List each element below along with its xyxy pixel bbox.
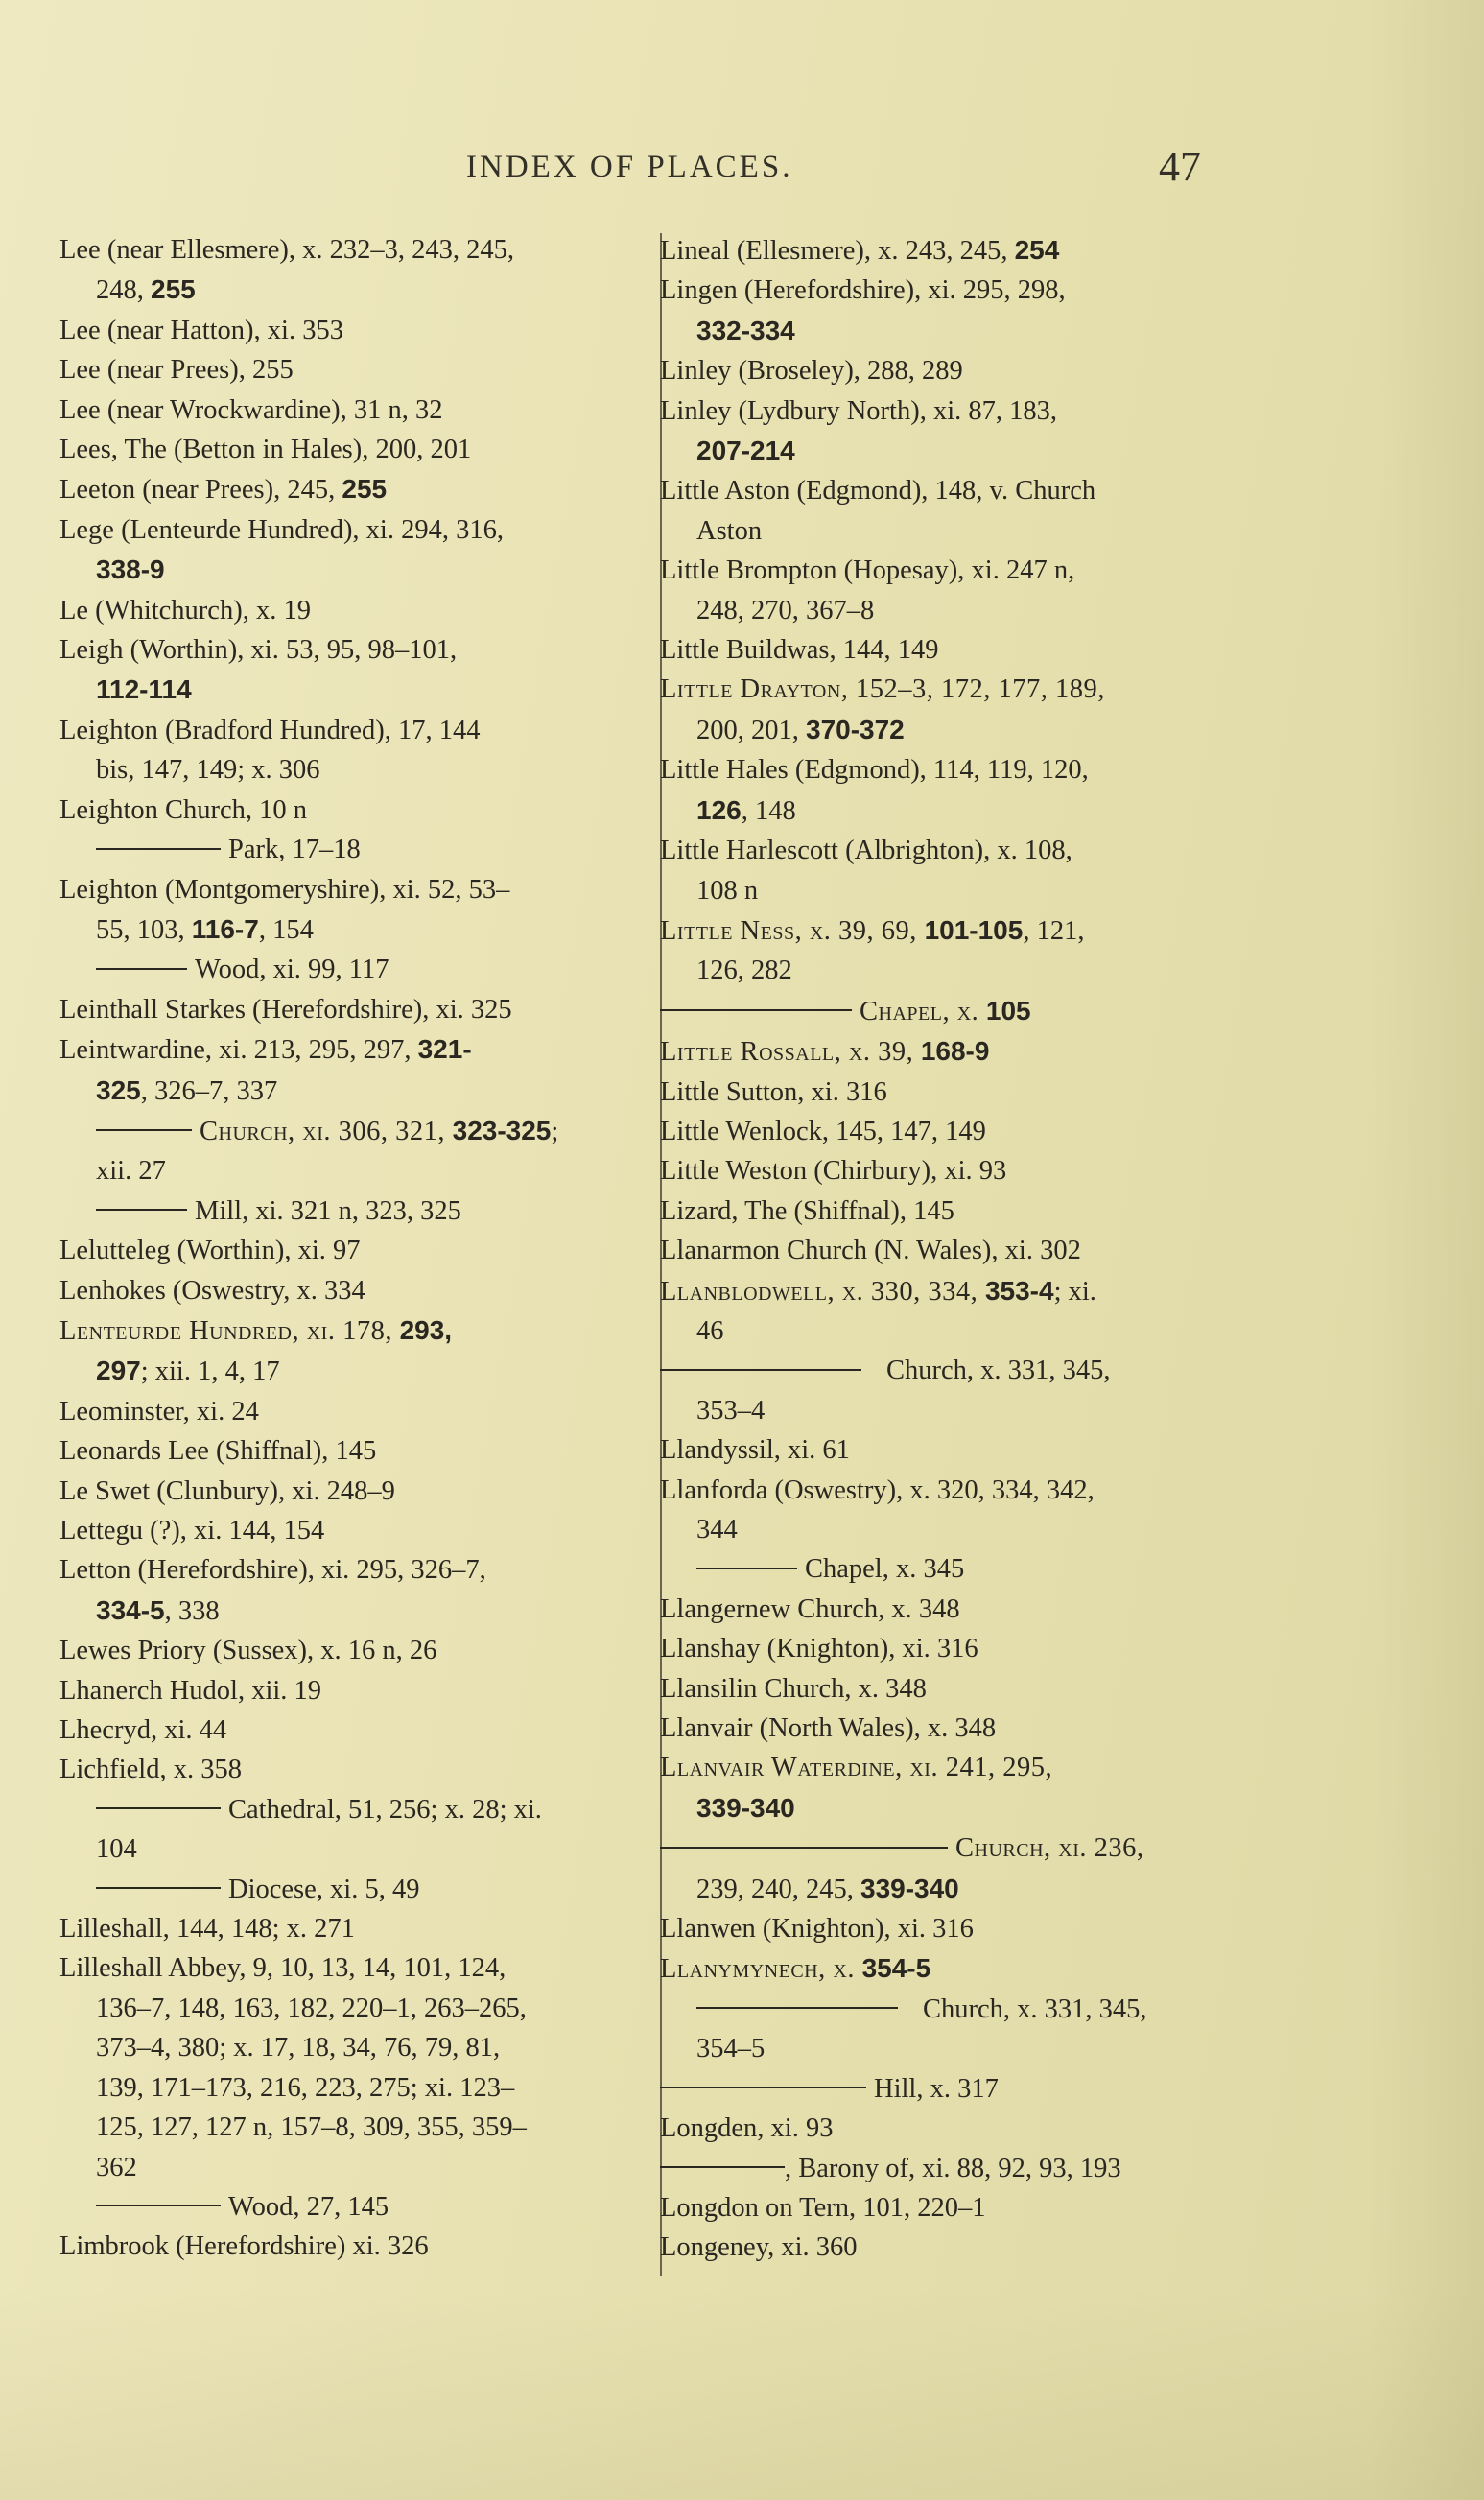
entry-text: Leighton (Bradford Hundred), 17, 144 bbox=[59, 715, 481, 745]
entry-page-bold: 325 bbox=[96, 1074, 141, 1105]
entry-text: Lege (Lenteurde Hundred), xi. 294, 316, bbox=[59, 514, 504, 545]
index-entry: Little Buildwas, 144, 149 bbox=[660, 635, 939, 666]
index-entry: Little Weston (Chirbury), xi. 93 bbox=[660, 1156, 1007, 1187]
entry-text: Little Harlescott (Albrighton), x. 108, bbox=[660, 836, 1072, 866]
index-entry: Llanwen (Knighton), xi. 316 bbox=[660, 1914, 974, 1945]
entry-page-bold: 255 bbox=[342, 474, 388, 505]
entry-text: 126, 282 bbox=[696, 955, 792, 986]
index-entry bbox=[59, 2187, 635, 2227]
entry-text: , 121, bbox=[1023, 915, 1085, 946]
index-entry bbox=[59, 830, 635, 869]
entry-text: 248, bbox=[96, 275, 151, 306]
entry-page-bold: 353-4 bbox=[984, 1275, 1054, 1306]
entry-page-bold: 297 bbox=[96, 1356, 141, 1386]
ditto-dash bbox=[660, 1369, 861, 1371]
entry-text: 239, 240, 245, bbox=[696, 1874, 860, 1904]
index-entry: Llanvair (North Wales), x. 348 bbox=[660, 1713, 997, 1744]
entry-text: Church, x. 331, 345, bbox=[923, 1993, 1147, 2024]
entry-text: 136–7, 148, 163, 182, 220–1, 263–265, bbox=[96, 1993, 527, 2023]
index-entry bbox=[660, 1748, 1213, 1828]
index-entry: Lhecryd, xi. 44 bbox=[59, 1715, 227, 1746]
entry-page-bold: 207-214 bbox=[696, 436, 795, 466]
entry-text: Chapel, x. bbox=[860, 996, 986, 1026]
index-entry: Lee (near Hatton), xi. 353 bbox=[59, 315, 343, 345]
entry-text: Lee (near Ellesmere), x. 232–3, 243, 245, bbox=[59, 235, 515, 265]
entry-text: Letton (Herefordshire), xi. 295, 326–7, bbox=[59, 1555, 486, 1586]
entry-text: , 154 bbox=[258, 914, 314, 945]
index-entry bbox=[660, 1549, 1213, 1589]
entry-page-bold: 116-7 bbox=[191, 913, 259, 944]
index-entry bbox=[660, 2149, 1213, 2188]
entry-page-bold: 339-340 bbox=[696, 1792, 795, 1823]
ditto-dash bbox=[660, 1009, 852, 1011]
index-entry bbox=[59, 711, 635, 790]
index-entry bbox=[660, 391, 1213, 472]
entry-text: , 338 bbox=[164, 1595, 220, 1626]
ditto-dash bbox=[96, 848, 221, 850]
index-entry: Le (Whitchurch), x. 19 bbox=[59, 595, 311, 625]
entry-page-bold: 126 bbox=[696, 794, 742, 825]
running-title: INDEX OF PLACES. bbox=[466, 150, 793, 184]
entry-text: , Barony of, xi. 88, 92, 93, 193 bbox=[785, 2153, 1121, 2183]
index-entry bbox=[660, 1828, 1213, 1909]
ditto-dash bbox=[96, 968, 187, 970]
entry-text: Lingen (Herefordshire), xi. 295, 298, bbox=[660, 275, 1066, 306]
index-entry: Longdon on Tern, 101, 220–1 bbox=[660, 2192, 986, 2223]
entry-text: 353–4 bbox=[696, 1395, 766, 1426]
index-entry bbox=[59, 1310, 635, 1392]
index-entry bbox=[59, 950, 635, 989]
entry-text: 46 bbox=[696, 1315, 724, 1346]
entry-text: Little Aston (Edgmond), 148, v. Church bbox=[660, 476, 1096, 507]
index-entry bbox=[660, 750, 1213, 831]
entry-text: Linley (Lydbury North), xi. 87, 183, bbox=[660, 395, 1057, 426]
index-entry bbox=[59, 1111, 635, 1191]
index-entry bbox=[59, 469, 635, 509]
index-entry bbox=[59, 510, 635, 591]
index-entry bbox=[59, 230, 635, 311]
ditto-dash bbox=[96, 1887, 221, 1889]
index-entry bbox=[660, 1351, 1213, 1430]
entry-text: Church, xi. 236, bbox=[955, 1833, 1144, 1864]
entry-text: ; xii. 1, 4, 17 bbox=[140, 1356, 280, 1387]
index-entry bbox=[660, 1271, 1213, 1352]
ditto-dash bbox=[660, 2087, 866, 2088]
index-entry bbox=[660, 230, 1213, 271]
ditto-dash bbox=[696, 1568, 797, 1569]
index-entry bbox=[59, 630, 635, 711]
entry-text: Lenteurde Hundred, xi. 178, bbox=[59, 1315, 400, 1346]
entry-page-bold: 168-9 bbox=[920, 1036, 990, 1067]
right-column bbox=[660, 230, 1213, 2268]
index-entry bbox=[59, 1870, 635, 1909]
index-entry: Lenhokes (Oswestry, x. 334 bbox=[59, 1275, 365, 1306]
index-entry bbox=[660, 1031, 1213, 1072]
index-entry bbox=[59, 1029, 635, 1111]
entry-page-bold: 112-114 bbox=[96, 674, 192, 705]
ditto-dash bbox=[96, 1209, 187, 1211]
entry-page-bold: 321- bbox=[417, 1034, 472, 1065]
entry-page-bold: 293, bbox=[399, 1314, 453, 1345]
index-entry: Leinthall Starkes (Herefordshire), xi. 325 bbox=[59, 994, 512, 1025]
index-entry bbox=[59, 1191, 635, 1231]
entry-text: Leeton (near Prees), 245, bbox=[59, 475, 342, 506]
index-entry: Llanarmon Church (N. Wales), xi. 302 bbox=[660, 1236, 1081, 1266]
entry-text: Mill, xi. 321 n, 323, 325 bbox=[195, 1195, 461, 1226]
index-entry bbox=[59, 870, 635, 951]
entry-text: 354–5 bbox=[696, 2034, 766, 2064]
entry-text: Leigh (Worthin), xi. 53, 95, 98–101, bbox=[59, 635, 458, 666]
entry-text: Church, xi. 306, 321, bbox=[200, 1116, 453, 1146]
index-entry: Limbrook (Herefordshire) xi. 326 bbox=[59, 2231, 429, 2262]
page-header bbox=[0, 144, 1484, 201]
entry-text: , 326–7, 337 bbox=[140, 1075, 278, 1106]
entry-text: Lilleshall Abbey, 9, 10, 13, 14, 101, 124, bbox=[59, 1953, 506, 1984]
entry-page-bold: 254 bbox=[1014, 235, 1060, 265]
entry-text: Llanvair Waterdine, xi. 241, 295, bbox=[660, 1753, 1053, 1783]
index-entry bbox=[660, 2069, 1213, 2109]
index-entry: Llandyssil, xi. 61 bbox=[660, 1435, 850, 1466]
index-entry bbox=[660, 991, 1213, 1031]
entry-text: 125, 127, 127 n, 157–8, 309, 355, 359– bbox=[96, 2112, 527, 2143]
entry-text: Llanymynech, x. bbox=[660, 1954, 862, 1985]
page-shading-bottom bbox=[0, 2289, 1484, 2500]
entry-text: Little Hales (Edgmond), 114, 119, 120, bbox=[660, 755, 1089, 786]
entry-text: Chapel, x. 345 bbox=[805, 1554, 965, 1585]
entry-text: Hill, x. 317 bbox=[874, 2073, 999, 2104]
entry-text: Leighton (Montgomeryshire), xi. 52, 53– bbox=[59, 874, 510, 905]
ditto-dash bbox=[696, 2007, 898, 2009]
left-column bbox=[59, 230, 635, 2267]
entry-text: 344 bbox=[696, 1515, 738, 1545]
entry-page-bold: 339-340 bbox=[860, 1873, 959, 1903]
entry-text: Aston bbox=[696, 515, 763, 546]
page-shading bbox=[1369, 0, 1484, 2500]
entry-text: 362 bbox=[96, 2152, 137, 2182]
entry-text: Little Drayton, 152–3, 172, 177, 189, bbox=[660, 674, 1105, 705]
entry-text: 104 bbox=[96, 1834, 137, 1865]
index-entry: Lichfield, x. 358 bbox=[59, 1755, 242, 1785]
index-entry: Little Sutton, xi. 316 bbox=[660, 1076, 887, 1107]
entry-text: Diocese, xi. 5, 49 bbox=[228, 1874, 420, 1904]
entry-text: Leintwardine, xi. 213, 295, 297, bbox=[59, 1035, 418, 1066]
index-entry bbox=[660, 1471, 1213, 1550]
index-entry bbox=[59, 1790, 635, 1870]
index-entry: Leominster, xi. 24 bbox=[59, 1396, 259, 1427]
index-entry: Llangernew Church, x. 348 bbox=[660, 1593, 960, 1624]
index-entry bbox=[660, 831, 1213, 910]
entry-text: 200, 201, bbox=[696, 715, 806, 745]
entry-text: Little Ness, x. 39, 69, bbox=[660, 915, 925, 946]
index-entry: Little Wenlock, 145, 147, 149 bbox=[660, 1116, 986, 1146]
entry-text: ; bbox=[551, 1116, 559, 1146]
index-entry: Leighton Church, 10 n bbox=[59, 794, 308, 825]
entry-page-bold: 334-5 bbox=[96, 1594, 165, 1625]
entry-text: 248, 270, 367–8 bbox=[696, 595, 875, 625]
index-entry: Lizard, The (Shiffnal), 145 bbox=[660, 1195, 954, 1226]
entry-text: 108 n bbox=[696, 875, 759, 906]
ditto-dash bbox=[660, 1847, 948, 1849]
index-entry: Longden, xi. 93 bbox=[660, 2113, 834, 2144]
entry-text: 373–4, 380; x. 17, 18, 34, 76, 79, 81, bbox=[96, 2033, 501, 2064]
index-entry: Lee (near Wrockwardine), 31 n, 32 bbox=[59, 394, 443, 425]
entry-page-bold: 101-105 bbox=[924, 914, 1024, 945]
entry-text: xii. 27 bbox=[96, 1156, 166, 1187]
index-entry bbox=[660, 271, 1213, 351]
entry-page-bold: 370-372 bbox=[806, 714, 905, 744]
index-entry bbox=[660, 471, 1213, 551]
index-entry: Lilleshall, 144, 148; x. 271 bbox=[59, 1914, 355, 1945]
index-entry: Lee (near Prees), 255 bbox=[59, 355, 294, 386]
index-entry: Lees, The (Betton in Hales), 200, 201 bbox=[59, 435, 472, 465]
entry-page-bold: 332-334 bbox=[696, 315, 795, 345]
index-entry: Lettegu (?), xi. 144, 154 bbox=[59, 1516, 325, 1545]
index-entry bbox=[660, 910, 1213, 991]
entry-text: Park, 17–18 bbox=[228, 835, 361, 865]
index-entry bbox=[660, 1990, 1213, 2069]
entry-text: 139, 171–173, 216, 223, 275; xi. 123– bbox=[96, 2072, 515, 2103]
page-number: 47 bbox=[1159, 143, 1201, 190]
index-entry bbox=[59, 1550, 635, 1631]
entry-text: Little Rossall, x. 39, bbox=[660, 1037, 921, 1068]
entry-text: Little Brompton (Hopesay), xi. 247 n, bbox=[660, 555, 1075, 586]
ditto-dash bbox=[660, 2166, 785, 2168]
index-entry bbox=[59, 1948, 635, 2186]
entry-text: Llanblodwell, x. 330, 334, bbox=[660, 1276, 985, 1307]
index-entry bbox=[660, 1948, 1213, 1989]
entry-page-bold: 255 bbox=[151, 274, 196, 305]
index-entry: Leonards Lee (Shiffnal), 145 bbox=[59, 1436, 377, 1467]
index-entry: Lelutteleg (Worthin), xi. 97 bbox=[59, 1236, 361, 1266]
entry-page-bold: 338-9 bbox=[96, 554, 165, 585]
index-entry: Longeney, xi. 360 bbox=[660, 2232, 858, 2263]
entry-page-bold: 354-5 bbox=[861, 1953, 931, 1984]
index-entry: Llansilin Church, x. 348 bbox=[660, 1673, 927, 1704]
index-entry: Le Swet (Clunbury), xi. 248–9 bbox=[59, 1475, 395, 1506]
index-entry bbox=[660, 670, 1213, 750]
index-entry bbox=[660, 551, 1213, 630]
entry-text: ; xi. bbox=[1053, 1276, 1096, 1307]
entry-text: 55, 103, bbox=[96, 914, 192, 945]
entry-text: Wood, xi. 99, 117 bbox=[195, 955, 389, 985]
entry-text: Lineal (Ellesmere), x. 243, 245, bbox=[660, 236, 1015, 266]
entry-text: , 148 bbox=[741, 795, 796, 826]
index-entry: Llanshay (Knighton), xi. 316 bbox=[660, 1634, 978, 1664]
entry-text: Church, x. 331, 345, bbox=[886, 1356, 1111, 1386]
ditto-dash bbox=[96, 2205, 221, 2206]
entry-text: bis, 147, 149; x. 306 bbox=[96, 755, 320, 786]
entry-text: Wood, 27, 145 bbox=[228, 2191, 389, 2222]
ditto-dash bbox=[96, 1807, 221, 1809]
index-entry: Linley (Broseley), 288, 289 bbox=[660, 356, 963, 387]
ditto-dash bbox=[96, 1129, 192, 1131]
entry-page-bold: 323-325 bbox=[452, 1115, 552, 1145]
entry-page-bold: 105 bbox=[985, 995, 1031, 1026]
entry-text: Llanforda (Oswestry), x. 320, 334, 342, bbox=[660, 1474, 1095, 1505]
index-entry: Lhanerch Hudol, xii. 19 bbox=[59, 1675, 322, 1706]
entry-text: Cathedral, 51, 256; x. 28; xi. bbox=[228, 1794, 542, 1825]
index-entry: Lewes Priory (Sussex), x. 16 n, 26 bbox=[59, 1636, 437, 1666]
